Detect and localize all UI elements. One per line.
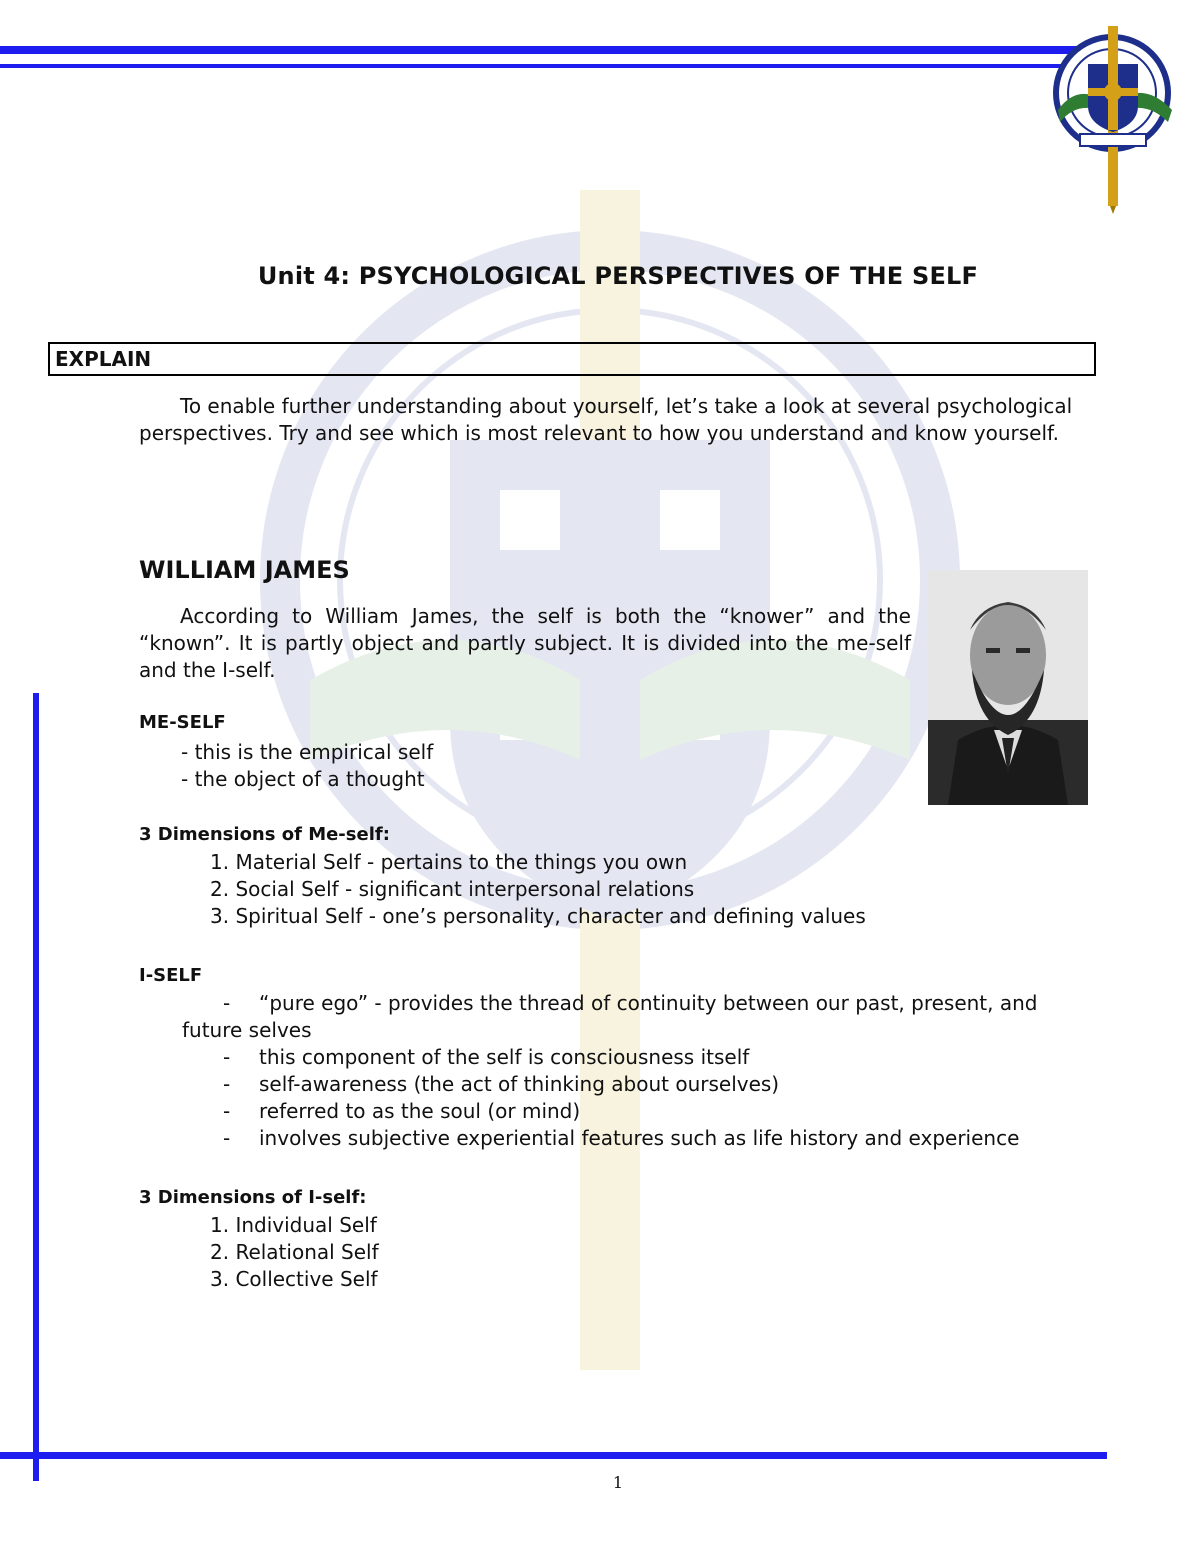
dash-marker: -	[223, 1072, 231, 1096]
list-item: 1. Material Self - pertains to the things you own	[210, 850, 688, 874]
page-number: 1	[612, 1473, 624, 1492]
list-item: - referred to as the soul (or mind)	[223, 1099, 581, 1123]
me-self-heading: ME-SELF	[139, 712, 226, 733]
section-label-box	[48, 342, 1096, 376]
section-label: EXPLAIN	[55, 347, 152, 371]
intro-paragraph: To enable further understanding about yourself, let’s take a look at several psychological perspectives. Try and see which is most relevant to how you understand and know yourself.	[139, 394, 1073, 445]
william-james-portrait	[928, 570, 1088, 805]
i-self-heading: I-SELF	[139, 965, 203, 986]
bottom-border-line	[0, 1452, 1107, 1459]
top-border-line	[0, 46, 1080, 54]
list-item-continuation: future selves	[182, 1018, 312, 1042]
list-item: 1. Individual Self	[210, 1213, 377, 1237]
me-dimensions-heading: 3 Dimensions of Me-self:	[139, 824, 390, 845]
william-james-heading: WILLIAM JAMES	[139, 556, 350, 584]
list-item: 2. Social Self - significant interpersonal relations	[210, 877, 695, 901]
list-item: - this component of the self is consciousness itself	[223, 1045, 750, 1069]
left-border-line	[33, 693, 39, 1481]
me-self-section	[139, 712, 433, 793]
saint-louis-university-seal-icon	[1050, 18, 1180, 214]
i-dimensions-section	[139, 1187, 379, 1293]
list-item: 3. Collective Self	[210, 1267, 378, 1291]
list-item: - involves subjective experiential features such as life history and experience	[223, 1126, 1020, 1150]
list-item: - this is the empirical self	[181, 740, 434, 764]
dash-marker: -	[223, 991, 231, 1015]
list-item: 3. Spiritual Self - one’s personality, character and defining values	[210, 904, 866, 928]
i-dimensions-heading: 3 Dimensions of I-self:	[139, 1187, 367, 1208]
i-self-section	[139, 965, 1038, 1152]
william-james-paragraph: According to William James, the self is both the “knower” and the “known”. It is partly object and partly subject. It is divided into the me-self and the I-self.	[139, 604, 911, 682]
dash-marker: -	[223, 1099, 231, 1123]
dash-marker: -	[223, 1045, 231, 1069]
top-border-line-thin	[0, 64, 1080, 68]
list-item: - self-awareness (the act of thinking about ourselves)	[223, 1072, 780, 1096]
dash-marker: -	[223, 1126, 231, 1150]
list-item: 2. Relational Self	[210, 1240, 379, 1264]
list-item: - “pure ego” - provides the thread of continuity between our past, present, and	[223, 991, 1038, 1015]
list-item: - the object of a thought	[181, 767, 425, 791]
page-title: Unit 4: PSYCHOLOGICAL PERSPECTIVES OF THE SELF	[257, 262, 979, 290]
me-dimensions-section	[139, 824, 866, 930]
